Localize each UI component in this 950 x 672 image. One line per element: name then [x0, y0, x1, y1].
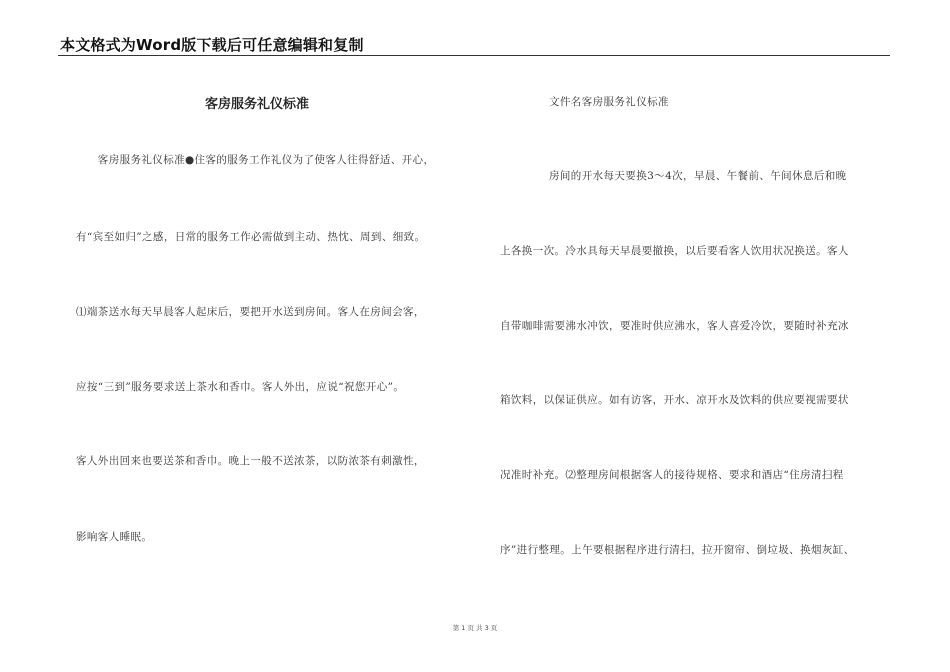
right-line-4: 箱饮料，以保证供应。如有访客，开水、凉开水及饮料的供应要视需要状: [500, 394, 849, 406]
right-line-3: 自带咖啡需要沸水冲饮，要准时供应沸水，客人喜爱冷饮，要随时补充冰: [500, 320, 849, 332]
document-title: 客房服务礼仪标准: [205, 97, 310, 112]
left-line-1: 客房服务礼仪标准●住客的服务工作礼仪为了使客人往得舒适、开心，: [76, 154, 435, 166]
right-line-1: 房间的开水每天要换3～4次，早晨、午餐前、午间休息后和晚: [549, 170, 847, 182]
right-line-2: 上各换一次。冷水具每天早晨要撤换，以后要看客人饮用状况换送。客人: [500, 245, 849, 257]
right-line-6: 序”进行整理。上午要根据程序进行清扫，拉开窗帘、倒垃圾、换烟灰缸、: [500, 544, 855, 556]
left-line-2: 有“宾至如归”之感，日常的服务工作必需做到主动、热忱、周到、细致。: [76, 231, 426, 243]
left-line-5: 客人外出回来也要送茶和香巾。晚上一般不送浓茶，以防浓茶有刺激性，: [76, 455, 425, 467]
left-line-4: 应按“三到”服务要求送上茶水和香巾。客人外出，应说“祝您开心”。: [76, 381, 405, 393]
right-line-5: 况准时补充。⑵整理房间根据客人的接待规格、要求和酒店“住房清扫程: [500, 469, 844, 481]
right-file-name: 文件名客房服务礼仪标准: [549, 96, 669, 108]
banner-divider: [58, 55, 890, 56]
left-line-6: 影响客人睡眠。: [76, 531, 153, 543]
left-line-3: ⑴端茶送水每天早晨客人起床后，要把开水送到房间。客人在房间会客，: [76, 306, 425, 318]
download-banner: 本文格式为Word版下载后可任意编辑和复制: [60, 36, 364, 54]
page-footer: 第 1 页 共 3 页: [452, 624, 498, 632]
